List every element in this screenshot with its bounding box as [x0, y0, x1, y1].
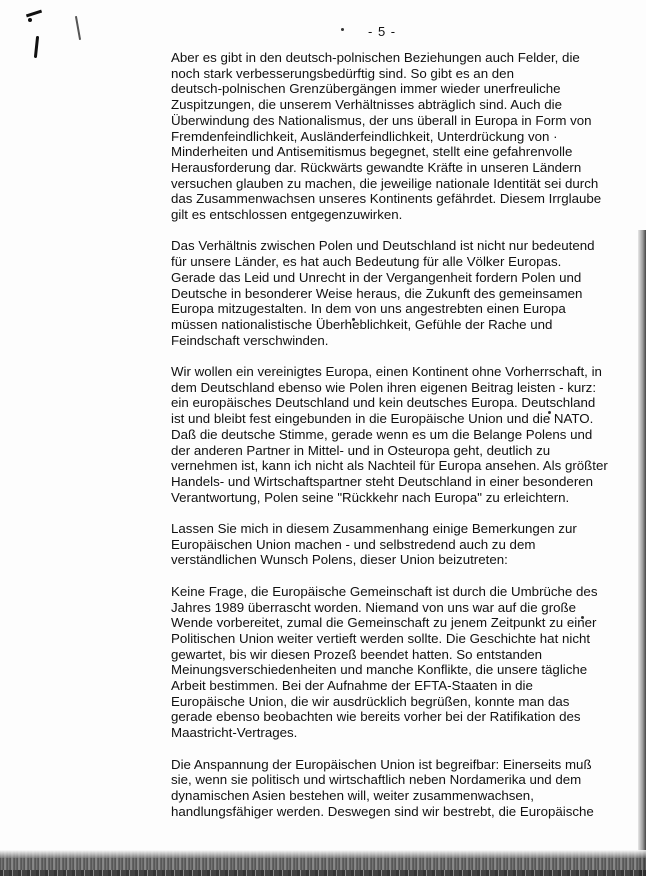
text-line: Herausforderung dar. Rückwärts gewandte Kräfte in unseren Ländern: [171, 159, 582, 175]
scan-mark: [75, 16, 81, 40]
paragraph: [171, 521, 599, 568]
text-line: dem Deutschland ebenso wie Polen ihren eigenen Beitrag leisten - kurz:: [171, 379, 597, 395]
scan-mark: [34, 36, 39, 58]
text-line: dynamischen Asien bestehen will, weiter zusammenwachsen,: [171, 787, 534, 803]
text-line: Überwindung des Nationalismus, der uns überall in Europa in Form von: [171, 112, 592, 128]
text-line: Europäischen Union machen - und selbstredend auch zu dem: [171, 536, 536, 552]
text-line: Feindschaft verschwinden.: [171, 332, 329, 348]
text-line: Meinungsverschiedenheiten und manche Konflikte, die unsere tägliche: [171, 662, 588, 678]
text-line: müssen nationalistische Überheblichkeit, Gefühle der Rache und: [171, 316, 553, 332]
text-line: Jahres 1989 überrascht worden. Niemand von uns war auf die große: [171, 599, 577, 615]
text-line: Wir wollen ein vereinigtes Europa, einen Kontinent ohne Vorherrschaft, in: [171, 364, 602, 380]
text-line: das Zusammenwachsen unseres Kontinents gefährdet. Diesem Irrglaube: [171, 191, 602, 207]
text-line: verständlichen Wunsch Polens, dieser Union beizutreten:: [171, 552, 508, 568]
text-line: Das Verhältnis zwischen Polen und Deutschland ist nicht nur bedeutend: [171, 238, 595, 254]
scanner-edge: [638, 230, 646, 876]
text-line: ist und bleibt fest eingebunden in die Europäische Union und die NATO.: [171, 411, 594, 427]
text-line: Europäische Union, die wir ausdrücklich begrüßen, konnte man das: [171, 693, 570, 709]
text-line: Aber es gibt in den deutsch-polnischen Beziehungen auch Felder, die: [171, 50, 580, 65]
scan-speck: [341, 28, 344, 31]
paragraph: [171, 584, 599, 741]
text-line: Arbeit bestimmen. Bei der Aufnahme der EFTA-Staaten in die: [171, 678, 533, 694]
text-line: ein europäisches Deutschland und kein deutsches Europa. Deutschland: [171, 395, 596, 411]
text-line: gewartet, bis wir diesen Prozeß beendet hatten. So entstanden: [171, 646, 543, 662]
paragraph: [171, 757, 599, 820]
scanner-noise-strip: [0, 850, 646, 876]
text-line: Lassen Sie mich in diesem Zusammenhang einige Bemerkungen zur: [171, 521, 577, 537]
text-line: Maastricht-Vertrages.: [171, 725, 298, 741]
text-line: Keine Frage, die Europäische Gemeinschaft ist durch die Umbrüche des: [171, 583, 598, 599]
text-line: Wende vorbereitet, zumal die Gemeinschaft zu jenem Zeitpunkt zu einer: [171, 615, 597, 631]
text-line: vernehmen ist, kann ich nicht als Nachteil für Europa ansehen. Als größter: [171, 458, 608, 474]
text-line: noch stark verbesserungsbedürftig sind. So gibt es an den: [171, 65, 514, 81]
text-line: Deutsche in besonderer Weise heraus, die Zukunft des gemeinsamen: [171, 285, 583, 301]
paragraph: [171, 238, 599, 348]
text-line: gilt es entschlossen entgegenzuwirken.: [171, 207, 403, 223]
text-line: sie, wenn sie politisch und wirtschaftlich neben Nordamerika und dem: [171, 772, 582, 788]
text-line: Die Anspannung der Europäischen Union ist begreifbar: Einerseits muß: [171, 756, 592, 772]
paragraph: [171, 50, 602, 223]
text-line: Handels- und Wirtschaftspartner steht Deutschland in einer besonderen: [171, 473, 594, 489]
text-line: Daß die deutsche Stimme, gerade wenn es um die Belange Polens und: [171, 426, 593, 442]
text-line: Zuspitzungen, die unserem Verhältnisses abträglich sind. Auch die: [171, 97, 563, 113]
document-body: [171, 50, 608, 835]
text-line: deutsch-polnischen Grenzübergängen immer wieder unerfreuliche: [171, 81, 561, 97]
text-line: Fremdenfeindlichkeit, Ausländerfeindlichkeit, Unterdrückung von ·: [171, 128, 558, 144]
text-line: gerade ebenso beobachten wie bereits vorher bei der Ratifikation des: [171, 709, 581, 725]
text-line: Minderheiten und Antisemitismus begegnet, stellt eine gefahrenvolle: [171, 144, 573, 160]
text-line: der anderen Partner in Mittel- und in Osteuropa geht, deutlich zu: [171, 442, 551, 458]
text-line: versuchen glauben zu machen, die jeweilige nationale Identität sei durch: [171, 175, 599, 191]
text-line: Politischen Union weiter vertieft werden sollte. Die Geschichte hat nicht: [171, 630, 591, 646]
text-line: Europa mitzugestalten. In dem von uns angestrebten einen Europa: [171, 301, 566, 317]
text-line: handlungsfähiger werden. Deswegen sind wir bestrebt, die Europäische: [171, 803, 594, 819]
text-line: Gerade das Leid und Unrecht in der Vergangenheit fordern Polen und: [171, 269, 582, 285]
scan-mark: [28, 18, 32, 22]
text-line: Verantwortung, Polen seine "Rückkehr nach Europa" zu erleichtern.: [171, 489, 570, 505]
paragraph: [171, 364, 608, 505]
text-line: für unsere Länder, es hat auch Bedeutung für alle Völker Europas.: [171, 254, 562, 270]
scan-mark: [26, 10, 42, 18]
page-number: - 5 -: [368, 24, 397, 39]
